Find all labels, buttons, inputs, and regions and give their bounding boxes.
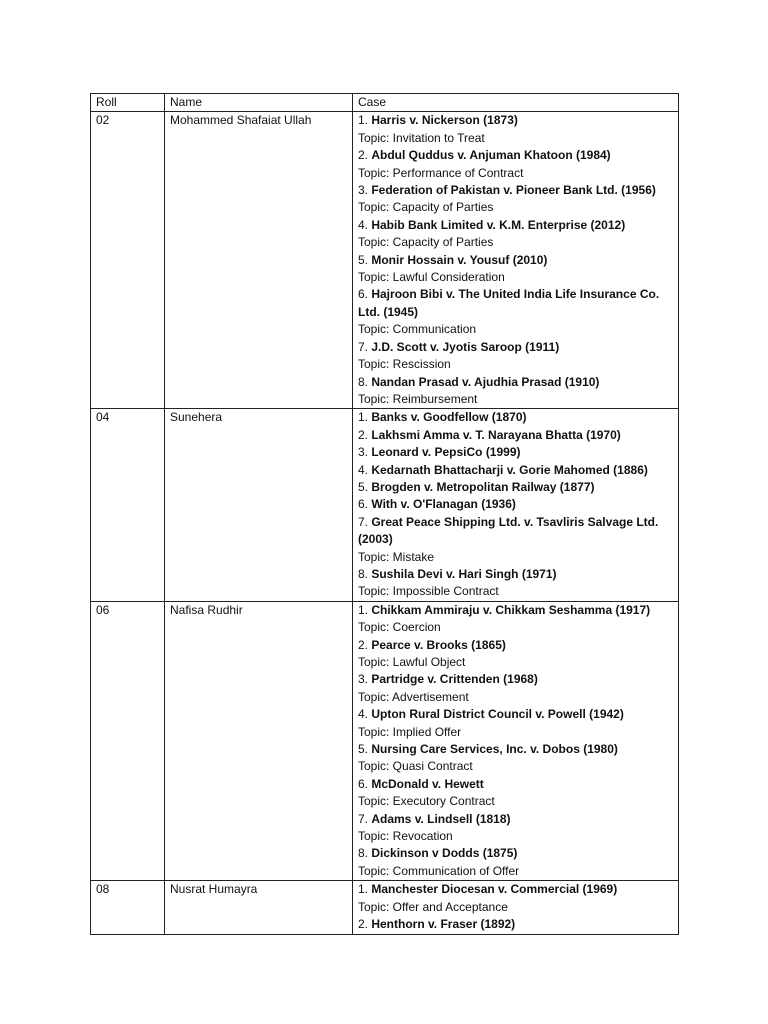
roll-cell: 06: [91, 601, 165, 881]
case-topic: Topic: Capacity of Parties: [358, 200, 494, 215]
case-entry: [358, 776, 674, 793]
case-title: Great Peace Shipping Ltd. v. Tsavliris Salvage Ltd. (2003): [358, 514, 659, 547]
case-number: 5.: [358, 479, 372, 494]
case-list-cell: [353, 112, 679, 409]
case-title: Abdul Quddus v. Anjuman Khatoon (1984): [371, 148, 611, 163]
case-title: Adams v. Lindsell (1818): [371, 811, 511, 826]
student-name-cell: Sunehera: [165, 409, 353, 601]
case-topic: Topic: Performance of Contract: [358, 165, 524, 180]
roll-cell: 08: [91, 881, 165, 934]
case-entry: [358, 881, 674, 898]
case-title: Dickinson v Dodds (1875): [371, 846, 518, 861]
case-title: J.D. Scott v. Jyotis Saroop (1911): [371, 339, 560, 354]
case-title: Habib Bank Limited v. K.M. Enterprise (2012): [371, 217, 626, 232]
case-number: 1.: [358, 113, 372, 128]
case-title: Sushila Devi v. Hari Singh (1971): [371, 566, 557, 581]
case-number: 1.: [358, 602, 372, 617]
case-entry: [358, 374, 674, 391]
case-number: 3.: [358, 672, 372, 687]
case-entry: [358, 286, 674, 321]
case-number: 2.: [358, 148, 372, 163]
case-title: Partridge v. Crittenden (1968): [371, 672, 538, 687]
case-title: Monir Hossain v. Yousuf (2010): [371, 252, 548, 267]
case-number: 6.: [358, 497, 372, 512]
case-topic: Topic: Lawful Object: [358, 655, 466, 669]
case-number: 7.: [358, 514, 372, 529]
case-entry: [358, 409, 674, 426]
student-name-cell: Mohammed Shafaiat Ullah: [165, 112, 353, 409]
case-number: 8.: [358, 846, 372, 861]
case-topic: Topic: Advertisement: [358, 689, 469, 704]
case-topic: Topic: Capacity of Parties: [358, 235, 494, 250]
case-entry: [358, 252, 674, 269]
case-number: 3.: [358, 445, 372, 460]
case-number: 5.: [358, 742, 372, 757]
case-title: Harris v. Nickerson (1873): [371, 113, 518, 128]
case-entry: [358, 112, 674, 129]
case-entry: [358, 811, 674, 828]
case-entry: [358, 462, 674, 479]
case-entry: [358, 706, 674, 723]
case-number: 1.: [358, 410, 372, 425]
header-roll: Roll: [91, 94, 165, 112]
case-topic: Topic: Rescission: [358, 357, 451, 372]
case-topic: Topic: Quasi Contract: [358, 759, 473, 774]
case-title: Nursing Care Services, Inc. v. Dobos (1980): [371, 742, 618, 757]
case-topic: Topic: Revocation: [358, 829, 453, 844]
case-entry: [358, 741, 674, 758]
table-row: [91, 409, 679, 601]
roll-cell: 02: [91, 112, 165, 409]
case-title: Kedarnath Bhattacharji v. Gorie Mahomed (1886): [371, 462, 648, 477]
case-title: Federation of Pakistan v. Pioneer Bank Ltd. (1956): [371, 183, 656, 198]
case-topic: Topic: Offer and Acceptance: [358, 899, 508, 914]
case-topic: Topic: Communication: [358, 322, 477, 337]
case-entry: [358, 602, 674, 619]
case-number: 2.: [358, 917, 372, 932]
case-list-cell: [353, 881, 679, 934]
case-title: Upton Rural District Council v. Powell (1942): [371, 707, 624, 722]
case-number: 8.: [358, 374, 372, 389]
case-number: 1.: [358, 882, 372, 897]
case-entry: [358, 566, 674, 583]
case-assignment-table: [90, 93, 679, 935]
case-title: Banks v. Goodfellow (1870): [371, 410, 527, 425]
case-title: Manchester Diocesan v. Commercial (1969): [371, 882, 618, 897]
table-header-row: [91, 94, 679, 112]
case-entry: [358, 217, 674, 234]
case-number: 7.: [358, 339, 372, 354]
case-title: Leonard v. PepsiCo (1999): [371, 445, 521, 460]
case-entry: [358, 845, 674, 862]
table-row: [91, 601, 679, 881]
table-body: [91, 112, 679, 934]
case-title: Henthorn v. Fraser (1892): [371, 917, 516, 932]
case-number: 6.: [358, 287, 372, 302]
header-name: Name: [165, 94, 353, 112]
student-name-cell: Nusrat Humayra: [165, 881, 353, 934]
case-entry: [358, 671, 674, 688]
case-topic: Topic: Coercion: [358, 620, 441, 635]
case-title: Lakhsmi Amma v. T. Narayana Bhatta (1970): [371, 427, 621, 442]
case-list-cell: [353, 601, 679, 881]
case-number: 3.: [358, 183, 372, 198]
case-title: Pearce v. Brooks (1865): [371, 637, 506, 652]
case-title: Brogden v. Metropolitan Railway (1877): [371, 479, 595, 494]
roll-cell: 04: [91, 409, 165, 601]
case-number: 4.: [358, 707, 372, 722]
header-case: Case: [353, 94, 679, 112]
case-number: 7.: [358, 811, 372, 826]
case-number: 2.: [358, 637, 372, 652]
table-row: [91, 112, 679, 409]
student-name-cell: Nafisa Rudhir: [165, 601, 353, 881]
case-title: Chikkam Ammiraju v. Chikkam Seshamma (1917): [371, 602, 651, 617]
case-entry: [358, 637, 674, 654]
case-title: Nandan Prasad v. Ajudhia Prasad (1910): [371, 374, 600, 389]
case-number: 4.: [358, 217, 372, 232]
case-number: 6.: [358, 776, 372, 791]
case-number: 5.: [358, 252, 372, 267]
case-title: With v. O'Flanagan (1936): [371, 497, 516, 512]
case-entry: [358, 514, 674, 549]
case-title: Hajroon Bibi v. The United India Life Insurance Co. Ltd. (1945): [358, 287, 660, 319]
case-number: 8.: [358, 566, 372, 581]
case-entry: [358, 479, 674, 496]
case-topic: Topic: Invitation to Treat: [358, 130, 485, 145]
table-row: [91, 881, 679, 934]
case-entry: [358, 444, 674, 461]
case-title: McDonald v. Hewett: [371, 776, 484, 791]
case-entry: [358, 182, 674, 199]
case-list-cell: [353, 409, 679, 601]
case-topic: Topic: Reimbursement: [358, 391, 478, 406]
case-topic: Topic: Communication of Offer: [358, 863, 520, 878]
case-entry: [358, 496, 674, 513]
case-topic: Topic: Implied Offer: [358, 724, 462, 739]
case-entry: [358, 147, 674, 164]
case-entry: [358, 339, 674, 356]
case-topic: Topic: Mistake: [358, 549, 435, 564]
case-number: 2.: [358, 427, 372, 442]
case-topic: Topic: Impossible Contract: [358, 584, 499, 599]
case-topic: Topic: Lawful Consideration: [358, 270, 505, 285]
case-entry: [358, 427, 674, 444]
case-topic: Topic: Executory Contract: [358, 794, 495, 809]
case-entry: [358, 916, 674, 933]
case-number: 4.: [358, 462, 372, 477]
